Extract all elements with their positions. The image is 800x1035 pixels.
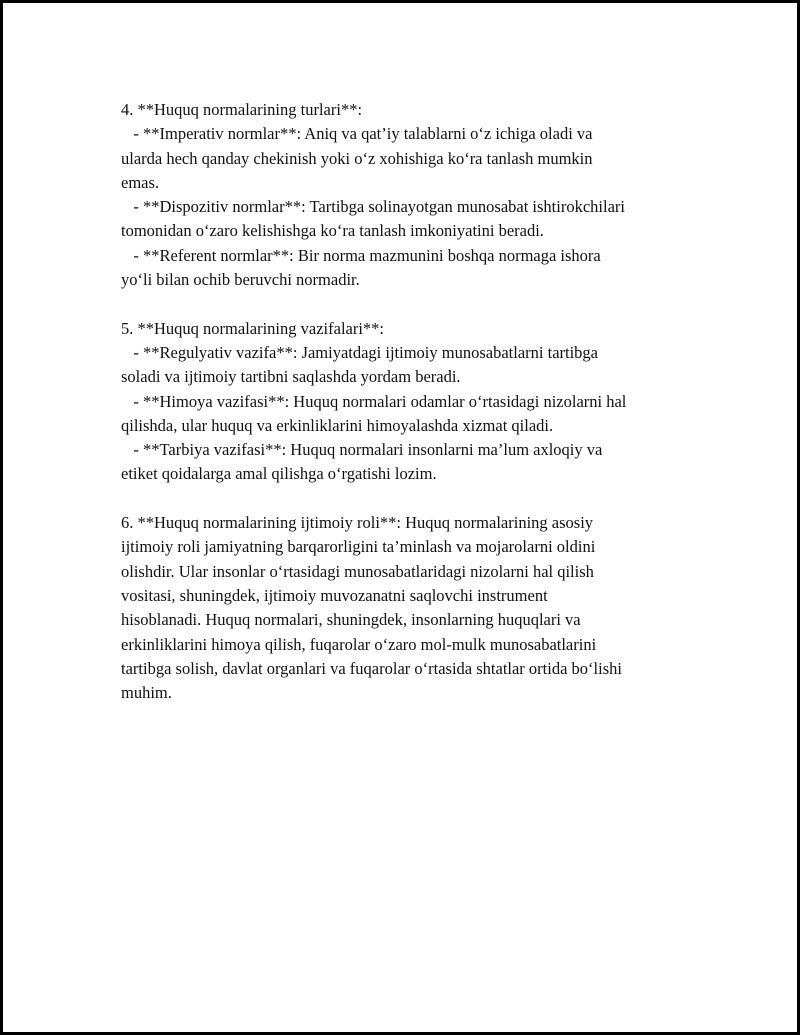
text-line: - **Regulyativ vazifa**: Jamiyatdagi ijtimoiy munosabatlarni tartibga <box>121 342 599 362</box>
document-body <box>121 98 691 705</box>
text-line: yo‘li bilan ochib beruvchi normadir. <box>121 270 360 290</box>
section-heading: 6. **Huquq normalarining ijtimoiy roli**: Huquq normalarining asosiy <box>121 513 594 533</box>
section-norm-types <box>121 98 691 292</box>
text-line: olishdir. Ular insonlar o‘rtasidagi munosabatlaridagi nizolarni hal qilish <box>121 561 594 581</box>
paragraph-spacer <box>121 487 691 511</box>
text-line: - **Himoya vazifasi**: Huquq normalari odamlar o‘rtasidagi nizolarni hal <box>121 391 627 411</box>
section-heading: 5. **Huquq normalarining vazifalari**: <box>121 318 385 338</box>
text-line: tartibga solish, davlat organlari va fuqarolar o‘rtasida shtatlar ortida bo‘lishi <box>121 658 622 678</box>
text-line: hisoblanadi. Huquq normalari, shuningdek, insonlarning huquqlari va <box>121 610 581 630</box>
text-line: emas. <box>121 172 160 192</box>
text-line: ijtimoiy roli jamiyatning barqarorligini ta’minlash va mojarolarni oldini <box>121 537 596 557</box>
section-norm-functions <box>121 317 691 487</box>
text-line: - **Imperativ normlar**: Aniq va qat’iy talablarni o‘z ichiga oladi va <box>121 124 593 144</box>
text-line: erkinliklarini himoya qilish, fuqarolar o‘zaro mol-mulk munosabatlarini <box>121 634 597 654</box>
text-line: soladi va ijtimoiy tartibni saqlashda yordam beradi. <box>121 367 461 387</box>
section-heading: 4. **Huquq normalarining turlari**: <box>121 100 363 119</box>
section-social-role <box>121 511 691 705</box>
text-line: muhim. <box>121 683 172 703</box>
text-line: - **Tarbiya vazifasi**: Huquq normalari insonlarni ma’lum axloqiy va <box>121 440 603 460</box>
text-line: tomonidan o‘zaro kelishishga ko‘ra tanlash imkoniyatini beradi. <box>121 221 544 241</box>
paragraph-spacer <box>121 292 691 316</box>
text-line: ularda hech qanday chekinish yoki o‘z xohishiga ko‘ra tanlash mumkin <box>121 148 593 168</box>
text-line: vositasi, shuningdek, ijtimoiy muvozanatni saqlovchi instrument <box>121 585 548 605</box>
text-line: - **Dispozitiv normlar**: Tartibga solinayotgan munosabat ishtirokchilari <box>121 197 625 217</box>
text-line: - **Referent normlar**: Bir norma mazmunini boshqa normaga ishora <box>121 245 601 265</box>
text-line: qilishda, ular huquq va erkinliklarini himoyalashda xizmat qiladi. <box>121 415 554 435</box>
text-line: etiket qoidalarga amal qilishga o‘rgatishi lozim. <box>121 464 437 484</box>
